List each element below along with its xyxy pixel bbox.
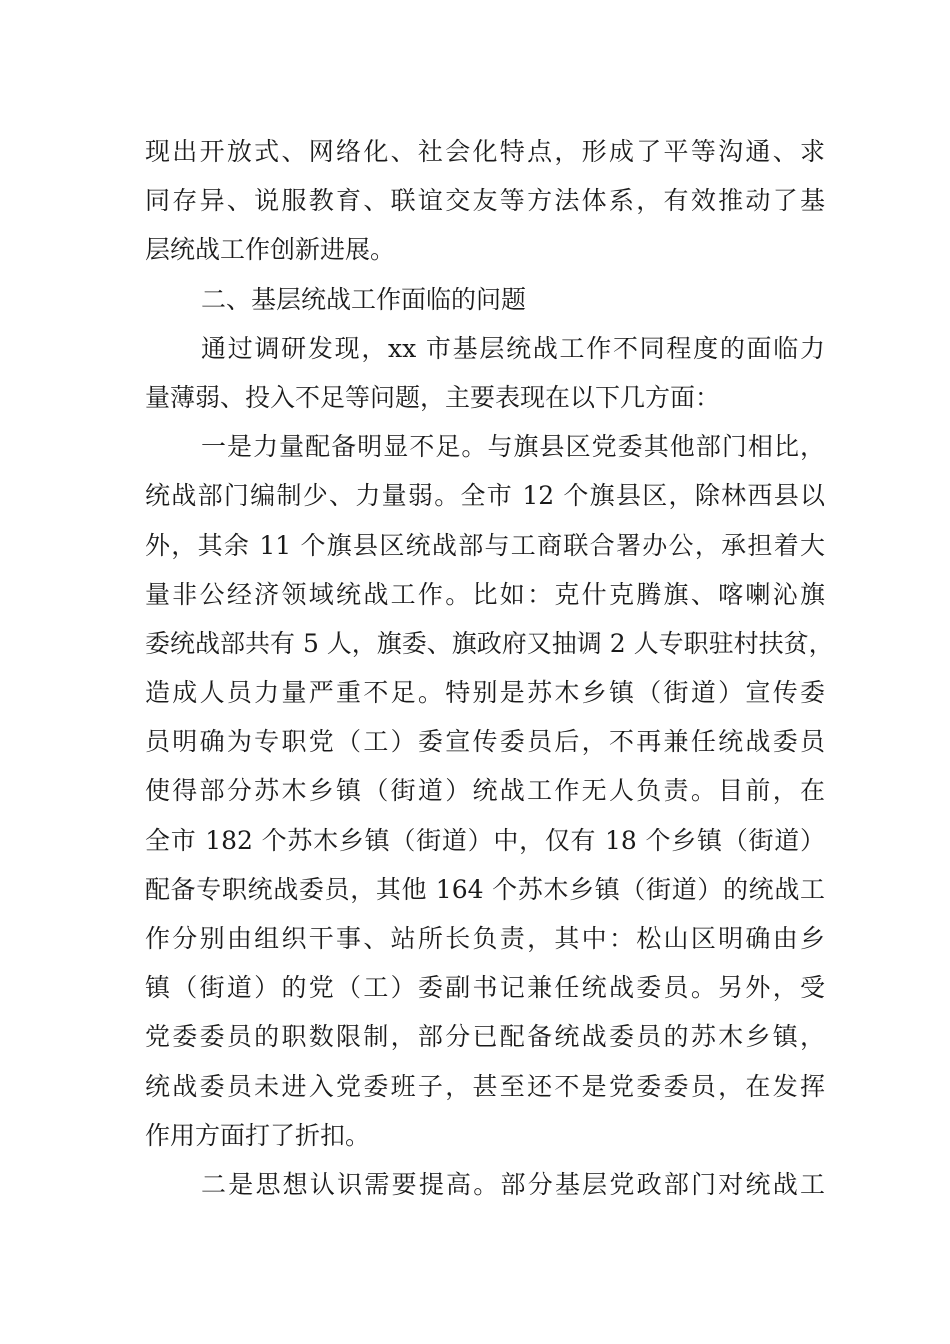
text-line: 党委委员的职数限制，部分已配备统战委员的苏木乡镇，: [145, 1022, 825, 1052]
text-line: 量非公经济领域统战工作。比如：克什克腾旗、喀喇沁旗: [145, 579, 825, 609]
text-line: 通过调研发现，xx 市基层统战工作不同程度的面临力: [201, 333, 825, 363]
text-line: 镇（街道）的党（工）委副书记兼任统战委员。另外，受: [145, 973, 825, 1003]
text-line: 作用方面打了折扣。: [145, 1120, 371, 1150]
text-line: 统战部门编制少、力量弱。全市 12 个旗县区，除林西县以: [145, 481, 825, 511]
text-line: 造成人员力量严重不足。特别是苏木乡镇（街道）宣传委: [145, 678, 825, 708]
text-line: 作分别由组织干事、站所长负责，其中：松山区明确由乡: [145, 924, 825, 953]
body-text: [145, 127, 834, 1209]
text-line: 统战委员未进入党委班子，甚至还不是党委委员，在发挥: [145, 1071, 825, 1101]
text-line: 配备专职统战委员，其他 164 个苏木乡镇（街道）的统战工: [145, 874, 825, 904]
section-heading: 二、基层统战工作面临的问题: [201, 284, 527, 314]
text-line: 一是力量配备明显不足。与旗县区党委其他部门相比，: [201, 432, 825, 462]
text-line: 委统战部共有 5 人，旗委、旗政府又抽调 2 人专职驻村扶贫，: [145, 628, 834, 658]
text-line: 使得部分苏木乡镇（街道）统战工作无人负责。目前，在: [145, 776, 825, 806]
text-line: 现出开放式、网络化、社会化特点，形成了平等沟通、求: [145, 137, 825, 166]
text-line: 同存异、说服教育、联谊交友等方法体系，有效推动了基: [145, 186, 825, 216]
text-line: 量薄弱、投入不足等问题，主要表现在以下几方面：: [145, 382, 721, 412]
text-line: 员明确为专职党（工）委宣传委员后，不再兼任统战委员: [145, 727, 825, 757]
text-line: 外，其余 11 个旗县区统战部与工商联合署办公，承担着大: [145, 530, 825, 560]
text-line: 二是思想认识需要提高。部分基层党政部门对统战工: [201, 1169, 825, 1199]
text-line: 层统战工作创新进展。: [145, 235, 396, 265]
text-line: 全市 182 个苏木乡镇（街道）中，仅有 18 个乡镇（街道）: [145, 825, 825, 855]
